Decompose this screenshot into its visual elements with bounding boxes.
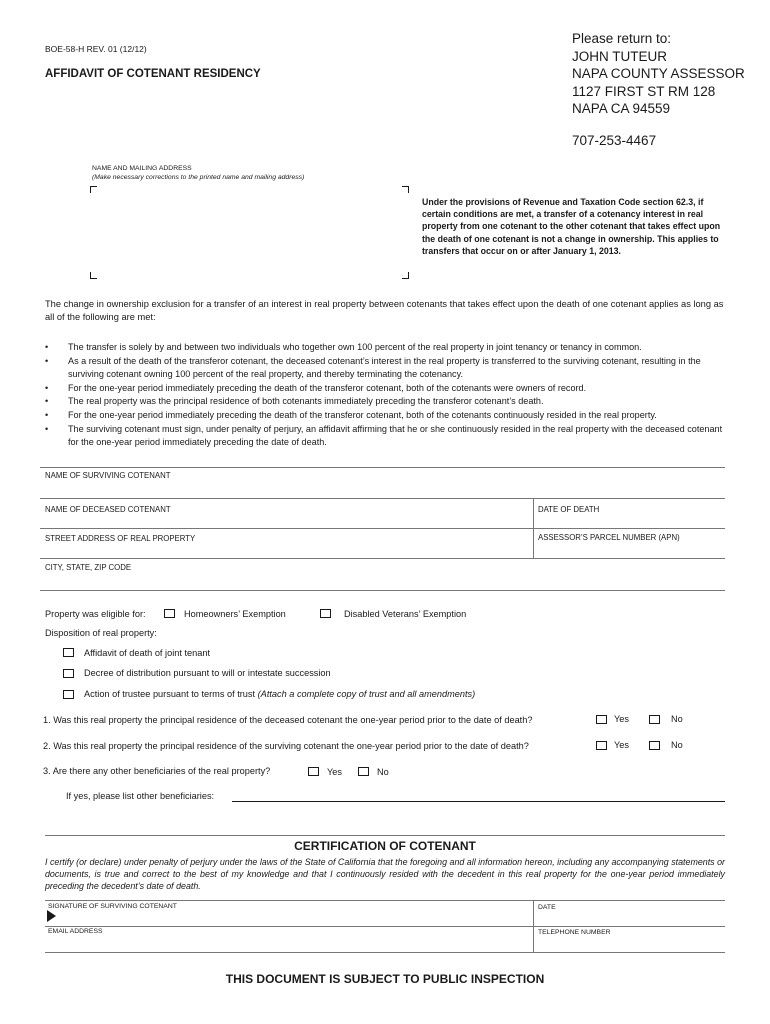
- bullet-icon: •: [45, 355, 49, 366]
- return-line: NAPA COUNTY ASSESSOR: [572, 66, 745, 81]
- q1-no-label: No: [671, 714, 683, 724]
- list-item: [45, 423, 735, 450]
- q2-yes-label: Yes: [614, 740, 629, 750]
- question-1: 1. Was this real property the principal residence of the deceased cotenant the one-year period prior to the date of death?: [43, 715, 533, 725]
- q3-no-label: No: [377, 767, 389, 777]
- veterans-exemption-label: Disabled Veterans’ Exemption: [344, 609, 467, 619]
- disposition-trustee-label: [84, 689, 475, 699]
- list-item-text: The surviving cotenant must sign, under penalty of perjury, an affidavit affirming that he or she continuously resided in the real property with the deceased cotenant for the one-year period immediately preceding the date of death.: [68, 423, 723, 448]
- q1-no-checkbox[interactable]: [649, 715, 660, 724]
- list-item: [45, 409, 735, 423]
- q1-yes-label: Yes: [614, 714, 629, 724]
- email-label: EMAIL ADDRESS: [48, 928, 103, 935]
- beneficiaries-input-line[interactable]: [232, 801, 725, 802]
- date-of-death-field[interactable]: DATE OF DEATH: [538, 505, 600, 514]
- bullet-icon: •: [45, 342, 49, 352]
- address-corner-mark: [90, 272, 97, 279]
- disposition-affidavit-checkbox[interactable]: [63, 648, 74, 657]
- q3-yes-checkbox[interactable]: [308, 767, 319, 776]
- bullet-icon: •: [45, 409, 49, 420]
- bullet-icon: •: [45, 423, 49, 434]
- date-field[interactable]: [538, 912, 723, 926]
- apn-field[interactable]: ASSESSOR’S PARCEL NUMBER (APN): [538, 533, 680, 542]
- eligibility-label: Property was eligible for:: [45, 609, 146, 619]
- intro-text: The change in ownership exclusion for a transfer of an interest in real property between cotenants that takes effect upon the death of one cotenant applies as long as all of the following are met:: [45, 299, 724, 322]
- field-divider: [45, 900, 725, 901]
- veterans-exemption-checkbox[interactable]: [320, 609, 331, 618]
- section-divider: [45, 835, 725, 836]
- form-id: BOE-58-H REV. 01 (12/12): [45, 44, 147, 54]
- beneficiaries-label: If yes, please list other beneficiaries:: [66, 791, 215, 801]
- return-line: Please return to:: [572, 31, 672, 46]
- list-item: [45, 341, 735, 355]
- telephone-label: TELEPHONE NUMBER: [538, 929, 611, 936]
- list-item-text: As a result of the death of the transferor cotenant, the deceased cotenant’s interest in the real property is transferred to the surviving cotenant, resulting in the surviving cotenant owning 100 percent of the real property, and thereby terminating the cotenancy.: [68, 355, 701, 380]
- list-item-text: The transfer is solely by and between two individuals who together own 100 percent of the real property in joint tenancy or tenancy in common.: [68, 342, 642, 352]
- deceased-cotenant-field[interactable]: NAME OF DECEASED COTENANT: [45, 505, 171, 514]
- email-field[interactable]: [48, 937, 530, 951]
- field-divider: [40, 498, 725, 499]
- page-title: AFFIDAVIT OF COTENANT RESIDENCY: [45, 68, 261, 80]
- disposition-decree-label: Decree of distribution pursuant to will or intestate succession: [84, 668, 331, 678]
- bullet-icon: •: [45, 396, 49, 407]
- q2-yes-checkbox[interactable]: [596, 741, 607, 750]
- disposition-label: Disposition of real property:: [45, 628, 157, 638]
- homeowners-exemption-label: Homeowners’ Exemption: [184, 609, 286, 619]
- list-item-text: For the one-year period immediately preceding the death of the transferor cotenant, both of the cotenants continuously resided in the real property.: [68, 409, 657, 420]
- address-label: NAME AND MAILING ADDRESS: [92, 165, 192, 172]
- certification-text: I certify (or declare) under penalty of perjury under the laws of the State of California that the foregoing and all information hereon, including any accompanying statements or documents, is true and correct to the best of my knowledge and that I continuously resided with the decedent in this real property for the one-year period immediately preceding the decedent’s date of death.: [45, 857, 725, 891]
- q2-no-label: No: [671, 740, 683, 750]
- address-sublabel: (Make necessary corrections to the printed name and mailing address): [92, 173, 305, 181]
- field-divider: [40, 528, 725, 529]
- date-label: DATE: [538, 904, 556, 911]
- field-divider: [40, 558, 725, 559]
- provision-text: Under the provisions of Revenue and Taxation Code section 62.3, if certain conditions are met, a transfer of a cotenancy interest in real property from one cotenant to the other cotenant that takes effect upon the death of one cotenant is not a change in ownership. This applies to transfers that occur on or after January 1, 2013.: [422, 197, 721, 256]
- certification-title: CERTIFICATION OF COTENANT: [294, 839, 476, 853]
- homeowners-exemption-checkbox[interactable]: [164, 609, 175, 618]
- q3-yes-label: Yes: [327, 767, 342, 777]
- conditions-list: [45, 341, 735, 450]
- public-inspection-notice: THIS DOCUMENT IS SUBJECT TO PUBLIC INSPECTION: [225, 972, 545, 986]
- signature-field[interactable]: [60, 912, 530, 926]
- address-corner-mark: [402, 272, 409, 279]
- trustee-text: Action of trustee pursuant to terms of trust: [84, 689, 258, 699]
- city-state-zip-field[interactable]: CITY, STATE, ZIP CODE: [45, 563, 132, 572]
- return-line: 1127 FIRST ST RM 128: [572, 83, 716, 99]
- return-address: [572, 30, 745, 118]
- address-corner-mark: [90, 186, 97, 193]
- street-address-field[interactable]: STREET ADDRESS OF REAL PROPERTY: [45, 534, 196, 543]
- list-item-text: The real property was the principal residence of both cotenants immediately preceding the transferor cotenant’s death.: [68, 396, 544, 407]
- list-item: [45, 355, 735, 382]
- surviving-cotenant-field[interactable]: NAME OF SURVIVING COTENANT: [45, 471, 171, 480]
- list-item: [45, 382, 735, 396]
- field-divider: [40, 467, 725, 468]
- question-3: 3. Are there any other beneficiaries of the real property?: [43, 766, 271, 776]
- sign-here-arrow-icon: [47, 910, 56, 922]
- address-box-label: [92, 165, 304, 182]
- q2-no-checkbox[interactable]: [649, 741, 660, 750]
- question-2: 2. Was this real property the principal residence of the surviving cotenant the one-year period prior to the date of death?: [43, 741, 529, 751]
- field-divider: [45, 926, 725, 927]
- return-line: JOHN TUTEUR: [572, 48, 668, 64]
- signature-label: SIGNATURE OF SURVIVING COTENANT: [48, 903, 177, 910]
- disposition-decree-checkbox[interactable]: [63, 669, 74, 678]
- telephone-field[interactable]: [538, 937, 723, 951]
- list-item: [45, 395, 735, 409]
- q3-no-checkbox[interactable]: [358, 767, 369, 776]
- q1-yes-checkbox[interactable]: [596, 715, 607, 724]
- return-phone: 707-253-4467: [572, 133, 657, 148]
- return-line: NAPA CA 94559: [572, 101, 671, 116]
- disposition-affidavit-label: Affidavit of death of joint tenant: [84, 648, 210, 658]
- field-divider: [45, 952, 725, 953]
- address-corner-mark: [402, 186, 409, 193]
- field-divider: [40, 590, 725, 591]
- bullet-icon: •: [45, 382, 49, 393]
- disposition-trustee-checkbox[interactable]: [63, 690, 74, 699]
- trustee-note: (Attach a complete copy of trust and all amendments): [257, 689, 476, 699]
- list-item-text: For the one-year period immediately preceding the death of the transferor cotenant, both of the cotenants were owners of record.: [68, 382, 587, 393]
